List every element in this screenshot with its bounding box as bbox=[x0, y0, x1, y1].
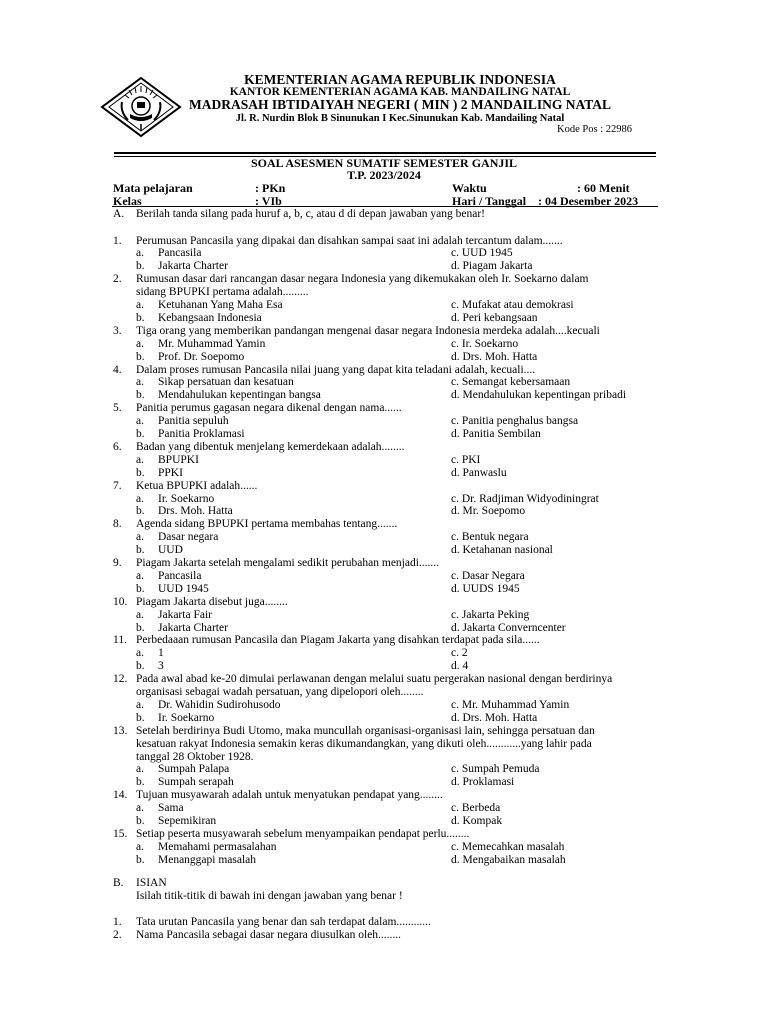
option-letter-a: a. bbox=[136, 647, 144, 660]
option-letter-b: b. bbox=[136, 311, 145, 324]
question-text: Pada awal abad ke-20 dimulai perlawanan dengan melalui suatu pergerakan nasional dengan berdirinya bbox=[136, 673, 613, 686]
option-letter-b: b. bbox=[136, 428, 145, 440]
question-number: 2. bbox=[113, 273, 122, 286]
option-c: c. Dr. Radjiman Widyodiningrat bbox=[451, 492, 599, 505]
section-a-letter: A. bbox=[113, 208, 125, 220]
question-number: 12. bbox=[113, 673, 128, 686]
subject-value: : PKn bbox=[255, 181, 286, 195]
question-number: 7. bbox=[113, 479, 122, 492]
option-a: Dr. Wahidin Sudirohusodo bbox=[158, 698, 281, 711]
option-a: Dasar negara bbox=[158, 531, 219, 544]
section-b-title: ISIAN bbox=[136, 877, 167, 889]
option-c: c. Dasar Negara bbox=[451, 569, 525, 582]
question-text: Piagam Jakarta setelah mengalami sedikit perubahan menjadi....... bbox=[136, 557, 440, 569]
option-c: c. Panitia penghalus bangsa bbox=[451, 415, 579, 428]
question-number: 13. bbox=[113, 724, 128, 737]
option-b: Prof. Dr. Soepomo bbox=[158, 350, 245, 363]
essay-question: Tata urutan Pancasila yang benar dan sah terdapat dalam............ bbox=[136, 916, 431, 928]
question-text: Rumusan dasar dari rancangan dasar negara Indonesia yang dikemukakan oleh Ir. Soekarno dalam bbox=[136, 273, 589, 286]
option-letter-a: a. bbox=[136, 840, 144, 853]
subject-label: Mata pelajaran bbox=[113, 181, 193, 195]
option-b: Sumpah serapah bbox=[158, 776, 234, 789]
ministry-emblem-icon bbox=[100, 76, 182, 138]
option-c: c. Jakarta Peking bbox=[451, 608, 530, 621]
option-c: c. Sumpah Pemuda bbox=[451, 763, 540, 776]
question-text: tanggal 28 Oktober 1928. bbox=[136, 750, 254, 763]
question-number: 3. bbox=[113, 324, 122, 337]
question-number: 8. bbox=[113, 518, 122, 531]
option-d: d. Panwaslu bbox=[451, 466, 507, 479]
option-b: Jakarta Charter bbox=[158, 260, 228, 273]
option-letter-b: b. bbox=[136, 815, 145, 827]
meta-divider bbox=[112, 206, 658, 207]
option-d: d. UUDS 1945 bbox=[451, 582, 520, 595]
option-letter-a: a. bbox=[136, 376, 144, 389]
question-number: 5. bbox=[113, 402, 122, 415]
class-value: : VIb bbox=[255, 194, 282, 208]
option-b: Kebangsaan Indonesia bbox=[158, 311, 262, 324]
option-d: d. Ketahanan nasional bbox=[451, 544, 553, 557]
question-text: Setelah berdirinya Budi Utomo, maka muncullah organisasi-organisasi lain, sehingga persatuan dan bbox=[136, 724, 595, 737]
option-letter-a: a. bbox=[136, 698, 144, 711]
option-letter-b: b. bbox=[136, 711, 145, 724]
option-d: d. Kompak bbox=[451, 815, 503, 827]
option-a: Sikap persatuan dan kesatuan bbox=[158, 376, 294, 389]
option-letter-a: a. bbox=[136, 763, 144, 776]
essay-question: Nama Pancasila sebagai dasar negara diusulkan oleh........ bbox=[136, 929, 402, 941]
date-label: Hari / Tanggal bbox=[452, 194, 527, 208]
question-text: Tujuan musyawarah adalah untuk menyatukan pendapat yang........ bbox=[136, 789, 443, 802]
option-c: c. UUD 1945 bbox=[451, 247, 513, 260]
option-letter-b: b. bbox=[136, 389, 145, 402]
option-b: Mendahulukan kepentingan bangsa bbox=[158, 389, 321, 402]
option-d: d. Peri kebangsaan bbox=[451, 311, 538, 324]
header-divider-thick bbox=[114, 152, 656, 154]
option-b: Drs. Moh. Hatta bbox=[158, 505, 233, 518]
option-d: d. Mr. Soepomo bbox=[451, 505, 526, 518]
option-a: BPUPKI bbox=[158, 453, 199, 466]
option-letter-a: a. bbox=[136, 802, 144, 815]
question-number: 9. bbox=[113, 557, 122, 569]
option-b: Jakarta Charter bbox=[158, 621, 228, 634]
question-number: 15. bbox=[113, 827, 128, 840]
question-number: 1. bbox=[113, 234, 122, 247]
option-a: 1 bbox=[158, 647, 164, 660]
option-a: Ir. Soekarno bbox=[158, 492, 215, 505]
option-letter-b: b. bbox=[136, 505, 145, 518]
option-letter-b: b. bbox=[136, 544, 145, 557]
option-letter-a: a. bbox=[136, 569, 144, 582]
option-letter-a: a. bbox=[136, 415, 144, 428]
option-d: d. Panitia Sembilan bbox=[451, 428, 541, 440]
option-d: d. Drs. Moh. Hatta bbox=[451, 350, 538, 363]
option-letter-b: b. bbox=[136, 621, 145, 634]
section-b-instruction: Isilah titik-titik di bawah ini dengan jawaban yang benar ! bbox=[136, 890, 403, 902]
option-d: d. Proklamasi bbox=[451, 776, 515, 789]
option-d: d. Mengabaikan masalah bbox=[451, 853, 566, 866]
option-a: Jakarta Fair bbox=[158, 608, 212, 621]
question-text: Panitia perumus gagasan negara dikenal dengan nama...... bbox=[136, 402, 402, 415]
option-letter-a: a. bbox=[136, 299, 144, 311]
option-c: c. PKI bbox=[451, 453, 481, 466]
option-a: Sama bbox=[158, 802, 184, 815]
option-d: d. Jakarta Converncenter bbox=[451, 621, 566, 634]
option-d: d. Drs. Moh. Hatta bbox=[451, 711, 538, 724]
question-text: sidang BPUPKI pertama adalah......... bbox=[136, 286, 309, 299]
option-a: Ketuhanan Yang Maha Esa bbox=[158, 299, 283, 311]
option-a: Pancasila bbox=[158, 569, 202, 582]
question-text: Tiga orang yang memberikan pandangan mengenai dasar negara Indonesia merdeka adalah....kecuali bbox=[136, 324, 600, 337]
option-a: Sumpah Palapa bbox=[158, 763, 230, 776]
section-a-instruction: Berilah tanda silang pada huruf a, b, c, atau d di depan jawaban yang benar! bbox=[136, 208, 486, 220]
time-label: Waktu bbox=[452, 181, 487, 195]
question-text: Ketua BPUPKI adalah...... bbox=[136, 479, 258, 492]
date-value: : 04 Desember 2023 bbox=[538, 194, 639, 208]
time-value: : 60 Menit bbox=[577, 181, 630, 195]
option-letter-b: b. bbox=[136, 582, 145, 595]
option-b: UUD 1945 bbox=[158, 582, 209, 595]
question-text: Piagam Jakarta disebut juga........ bbox=[136, 595, 288, 608]
ministry-name: KEMENTERIAN AGAMA REPUBLIK INDONESIA bbox=[244, 72, 556, 87]
question-text: Setiap peserta musyawarah sebelum menyampaikan pendapat perlu........ bbox=[136, 827, 470, 840]
question-number: 6. bbox=[113, 440, 122, 453]
essay-number: 2. bbox=[113, 929, 122, 941]
option-a: Memahami permasalahan bbox=[158, 840, 277, 853]
option-letter-a: a. bbox=[136, 492, 144, 505]
option-letter-b: b. bbox=[136, 260, 145, 273]
option-letter-a: a. bbox=[136, 531, 144, 544]
question-number: 10. bbox=[113, 595, 128, 608]
option-d: d. 4 bbox=[451, 660, 469, 673]
option-b: Ir. Soekarno bbox=[158, 711, 215, 724]
option-a: Panitia sepuluh bbox=[158, 415, 229, 428]
postal-code: Kode Pos : 22986 bbox=[557, 124, 632, 135]
essay-number: 1. bbox=[113, 916, 122, 928]
option-c: c. Ir. Soekarno bbox=[451, 337, 519, 350]
option-b: Sepemikiran bbox=[158, 815, 217, 827]
school-name: MADRASAH IBTIDAIYAH NEGERI ( MIN ) 2 MANDAILING NATAL bbox=[188, 97, 612, 112]
section-b-letter: B. bbox=[113, 877, 124, 889]
question-number: 11. bbox=[113, 634, 127, 647]
option-d: d. Mendahulukan kepentingan pribadi bbox=[451, 389, 627, 402]
option-c: c. Semangat kebersamaan bbox=[451, 376, 571, 389]
question-text: Perbedaaan rumusan Pancasila dan Piagam Jakarta yang disahkan terdapat pada sila...... bbox=[136, 634, 540, 647]
school-address: Jl. R. Nurdin Blok B Sinunukan I Kec.Sinunukan Kab. Mandailing Natal bbox=[235, 113, 565, 124]
option-a: Mr. Muhammad Yamin bbox=[158, 337, 266, 350]
option-letter-a: a. bbox=[136, 337, 144, 350]
question-text: kesatuan rakyat Indonesia semakin keras dikumandangkan, yang dikuti oleh............yang lahir pada bbox=[136, 737, 592, 750]
question-text: organisasi sebagai wadah persatuan, yang dipelopori oleh........ bbox=[136, 686, 424, 698]
exam-year: T.P. 2023/2024 bbox=[347, 168, 421, 182]
option-c: c. Mr. Muhammad Yamin bbox=[451, 698, 570, 711]
option-c: c. Berbeda bbox=[451, 802, 501, 815]
option-b: Panitia Proklamasi bbox=[158, 428, 245, 440]
question-text: Dalam proses rumusan Pancasila nilai juang yang dapat kita teladani adalah, kecuali.... bbox=[136, 363, 536, 376]
option-b: Menanggapi masalah bbox=[158, 853, 257, 866]
question-number: 4. bbox=[113, 363, 122, 376]
option-letter-a: a. bbox=[136, 247, 144, 260]
option-letter-b: b. bbox=[136, 853, 145, 866]
option-c: c. Bentuk negara bbox=[451, 531, 529, 544]
option-letter-a: a. bbox=[136, 453, 144, 466]
option-d: d. Piagam Jakarta bbox=[451, 260, 533, 273]
option-letter-b: b. bbox=[136, 660, 145, 673]
option-letter-b: b. bbox=[136, 350, 145, 363]
option-letter-b: b. bbox=[136, 776, 145, 789]
option-c: c. 2 bbox=[451, 647, 468, 660]
option-letter-a: a. bbox=[136, 608, 144, 621]
option-b: 3 bbox=[158, 660, 164, 673]
option-letter-b: b. bbox=[136, 466, 145, 479]
option-c: c. Memecahkan masalah bbox=[451, 840, 565, 853]
office-name: KANTOR KEMENTERIAN AGAMA KAB. MANDAILING NATAL bbox=[229, 86, 571, 98]
option-b: UUD bbox=[158, 544, 183, 557]
option-a: Pancasila bbox=[158, 247, 202, 260]
exam-title: SOAL ASESMEN SUMATIF SEMESTER GANJIL bbox=[250, 156, 518, 170]
question-text: Perumusan Pancasila yang dipakai dan disahkan sampai saat ini adalah tercantum dalam....... bbox=[136, 234, 563, 247]
question-text: Agenda sidang BPUPKI pertama membahas tentang....... bbox=[136, 518, 398, 531]
option-c: c. Mufakat atau demokrasi bbox=[451, 299, 574, 311]
question-number: 14. bbox=[113, 789, 128, 802]
option-b: PPKI bbox=[158, 466, 183, 479]
class-label: Kelas bbox=[113, 194, 142, 208]
question-text: Badan yang dibentuk menjelang kemerdekaan adalah........ bbox=[136, 440, 405, 453]
